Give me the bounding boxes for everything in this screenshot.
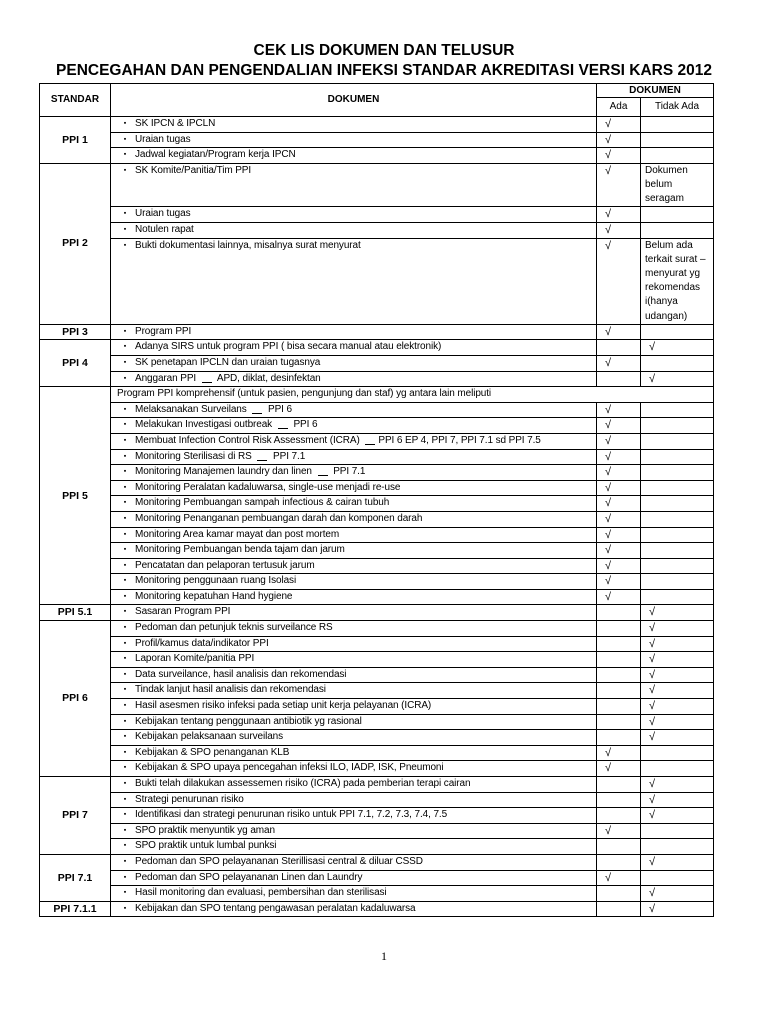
document-text: Monitoring Manajemen laundry dan linen xyxy=(135,466,315,478)
section-intro: Program PPI komprehensif (untuk pasien, pengunjung dan staf) yg antara lain meliputi xyxy=(111,387,714,403)
table-row xyxy=(40,355,714,371)
document-cell xyxy=(111,652,597,668)
document-cell xyxy=(111,222,597,238)
document-text: Notulen rapat xyxy=(135,223,194,235)
tidak-ada-check-cell xyxy=(641,402,714,418)
tidak-ada-check-cell xyxy=(641,207,714,223)
document-title: CEK LIS DOKUMEN DAN TELUSUR xyxy=(253,42,515,59)
bullet-icon: ▪ xyxy=(123,795,127,803)
document-text: Adanya SIRS untuk program PPI ( bisa secara manual atau elektronik) xyxy=(135,341,442,353)
standar-cell: PPI 5 xyxy=(40,387,111,605)
document-text: SK penetapan IPCLN dan uraian tugasnya xyxy=(135,356,321,368)
document-cell xyxy=(111,402,597,418)
ada-check-cell: √ xyxy=(597,574,641,590)
document-text: Jadwal kegiatan/Program kerja IPCN xyxy=(135,149,296,161)
table-row xyxy=(40,207,714,223)
table-row xyxy=(40,636,714,652)
bullet-icon: ▪ xyxy=(123,166,127,174)
document-text: Pedoman dan SPO pelayananan Sterillisasi central & diluar CSSD xyxy=(135,855,423,867)
document-cell xyxy=(111,699,597,715)
table-row xyxy=(40,496,714,512)
tidak-ada-check-cell: √ xyxy=(641,683,714,699)
tidak-ada-check-cell xyxy=(641,823,714,839)
ada-check-cell xyxy=(597,714,641,730)
table-row xyxy=(40,163,714,207)
bullet-icon: ▪ xyxy=(123,577,127,585)
document-text-reference: PPI 6 xyxy=(290,419,318,431)
document-text: Sasaran Program PPI xyxy=(135,606,231,618)
document-text: Monitoring kepatuhan Hand hygiene xyxy=(135,590,293,602)
table-row xyxy=(40,418,714,434)
document-cell xyxy=(111,543,597,559)
document-cell xyxy=(111,683,597,699)
bullet-icon: ▪ xyxy=(123,670,127,678)
tidak-ada-check-cell xyxy=(641,558,714,574)
table-row xyxy=(40,777,714,793)
standar-cell: PPI 1 xyxy=(40,117,111,164)
table-row xyxy=(40,222,714,238)
note-cell: Dokumen belum seragam xyxy=(641,163,714,207)
ada-check-cell xyxy=(597,683,641,699)
ada-check-cell: √ xyxy=(597,148,641,164)
table-row xyxy=(40,652,714,668)
ada-check-cell xyxy=(597,839,641,855)
document-cell xyxy=(111,854,597,870)
document-cell xyxy=(111,355,597,371)
document-text: Kebijakan & SPO upaya pencegahan infeksi ILO, IADP, ISK, Pneumoni xyxy=(135,762,444,774)
document-text: Monitoring Pembuangan sampah infectious & cairan tubuh xyxy=(135,497,390,509)
tidak-ada-check-cell: √ xyxy=(641,886,714,902)
ada-check-cell: √ xyxy=(597,589,641,605)
document-text: Strategi penurunan risiko xyxy=(135,793,244,805)
tidak-ada-check-cell: √ xyxy=(641,636,714,652)
arrow-icon xyxy=(257,457,267,461)
note-cell: Belum ada terkait surat – menyurat yg rekomendas i(hanya udangan) xyxy=(641,238,714,324)
ada-check-cell: √ xyxy=(597,823,641,839)
table-row xyxy=(40,839,714,855)
ada-check-cell: √ xyxy=(597,761,641,777)
document-text: Bukti dokumentasi lainnya, misalnya surat menyurat xyxy=(135,239,361,251)
document-text: Pedoman dan SPO pelayananan Linen dan Laundry xyxy=(135,871,363,883)
tidak-ada-check-cell xyxy=(641,132,714,148)
document-cell xyxy=(111,324,597,340)
table-row xyxy=(40,132,714,148)
table-row xyxy=(40,683,714,699)
ada-check-cell: √ xyxy=(597,324,641,340)
bullet-icon: ▪ xyxy=(123,592,127,600)
table-row xyxy=(40,699,714,715)
document-text: SK IPCN & IPCLN xyxy=(135,118,216,129)
ada-check-cell xyxy=(597,621,641,637)
document-cell xyxy=(111,621,597,637)
table-row xyxy=(40,574,714,590)
standar-cell: PPI 5.1 xyxy=(40,605,111,621)
header-dokumen: DOKUMEN xyxy=(111,84,597,117)
document-text: Melakukan Investigasi outbreak xyxy=(135,419,275,431)
table-row xyxy=(40,340,714,356)
document-text: Program PPI xyxy=(135,325,192,337)
standar-cell: PPI 7.1 xyxy=(40,854,111,901)
ada-check-cell: √ xyxy=(597,433,641,449)
document-cell xyxy=(111,792,597,808)
bullet-icon: ▪ xyxy=(123,826,127,834)
document-cell xyxy=(111,730,597,746)
table-row xyxy=(40,117,714,133)
table-row xyxy=(40,605,714,621)
ada-check-cell xyxy=(597,667,641,683)
ada-check-cell xyxy=(597,730,641,746)
ada-check-cell: √ xyxy=(597,449,641,465)
standar-cell: PPI 7 xyxy=(40,777,111,855)
document-text: Kebijakan pelaksanaan surveilans xyxy=(135,731,284,743)
ada-check-cell xyxy=(597,699,641,715)
ada-check-cell: √ xyxy=(597,402,641,418)
document-text-reference: PPI 7.1 xyxy=(270,450,306,462)
table-row xyxy=(40,714,714,730)
header-dokumen-group: DOKUMEN xyxy=(597,84,714,98)
document-text: SK Komite/Panitia/Tim PPI xyxy=(135,164,252,176)
document-text: Melaksanakan Surveilans xyxy=(135,403,250,415)
tidak-ada-check-cell: √ xyxy=(641,901,714,917)
document-text-reference: PPI 6 EP 4, PPI 7, PPI 7.1 sd PPI 7.5 xyxy=(378,434,541,446)
arrow-icon xyxy=(318,472,328,476)
document-cell xyxy=(111,636,597,652)
table-row xyxy=(40,387,714,403)
arrow-icon xyxy=(202,379,212,383)
document-cell xyxy=(111,558,597,574)
bullet-icon: ▪ xyxy=(123,857,127,865)
bullet-icon: ▪ xyxy=(123,748,127,756)
table-row xyxy=(40,901,714,917)
arrow-icon xyxy=(252,410,262,414)
table-row xyxy=(40,148,714,164)
document-cell xyxy=(111,714,597,730)
document-text: Tindak lanjut hasil analisis dan rekomendasi xyxy=(135,684,326,696)
header-standar: STANDAR xyxy=(40,84,111,117)
document-cell xyxy=(111,605,597,621)
bullet-icon: ▪ xyxy=(123,873,127,881)
bullet-icon: ▪ xyxy=(123,483,127,491)
table-row xyxy=(40,854,714,870)
table-row xyxy=(40,371,714,387)
bullet-icon: ▪ xyxy=(123,904,127,912)
tidak-ada-check-cell: √ xyxy=(641,371,714,387)
bullet-icon: ▪ xyxy=(123,405,127,413)
tidak-ada-check-cell xyxy=(641,355,714,371)
table-row xyxy=(40,402,714,418)
document-cell xyxy=(111,667,597,683)
ada-check-cell: √ xyxy=(597,222,641,238)
document-text: Membuat Infection Control Risk Assessment (ICRA) xyxy=(135,434,363,446)
arrow-icon xyxy=(365,441,375,445)
bullet-icon: ▪ xyxy=(123,210,127,218)
document-text: Pencatatan dan pelaporan tertusuk jarum xyxy=(135,559,315,571)
header-tidak-ada: Tidak Ada xyxy=(641,98,714,117)
table-row xyxy=(40,589,714,605)
tidak-ada-check-cell xyxy=(641,543,714,559)
bullet-icon: ▪ xyxy=(123,135,127,143)
bullet-icon: ▪ xyxy=(123,655,127,663)
document-cell xyxy=(111,886,597,902)
tidak-ada-check-cell: √ xyxy=(641,340,714,356)
tidak-ada-check-cell xyxy=(641,480,714,496)
ada-check-cell xyxy=(597,854,641,870)
standar-cell: PPI 2 xyxy=(40,163,111,324)
tidak-ada-check-cell xyxy=(641,418,714,434)
bullet-icon: ▪ xyxy=(123,421,127,429)
document-cell xyxy=(111,433,597,449)
ada-check-cell: √ xyxy=(597,480,641,496)
bullet-icon: ▪ xyxy=(123,889,127,897)
document-subtitle: PENCEGAHAN DAN PENGENDALIAN INFEKSI STANDAR AKREDITASI VERSI KARS 2012 xyxy=(56,62,712,79)
header-ada: Ada xyxy=(597,98,641,117)
document-cell xyxy=(111,449,597,465)
document-text: Kebijakan tentang penggunaan antibiotik yg rasional xyxy=(135,715,362,727)
document-text-reference: APD, diklat, desinfektan xyxy=(214,372,321,384)
table-row xyxy=(40,558,714,574)
tidak-ada-check-cell xyxy=(641,745,714,761)
table-row xyxy=(40,745,714,761)
document-cell xyxy=(111,132,597,148)
document-cell xyxy=(111,163,597,207)
document-text: Kebijakan & SPO penanganan KLB xyxy=(135,746,290,758)
standar-cell: PPI 6 xyxy=(40,621,111,777)
standar-cell: PPI 3 xyxy=(40,324,111,340)
ada-check-cell xyxy=(597,605,641,621)
tidak-ada-check-cell: √ xyxy=(641,730,714,746)
ada-check-cell: √ xyxy=(597,117,641,133)
bullet-icon: ▪ xyxy=(123,327,127,335)
bullet-icon: ▪ xyxy=(123,241,127,249)
tidak-ada-check-cell: √ xyxy=(641,667,714,683)
table-row xyxy=(40,621,714,637)
table-row xyxy=(40,823,714,839)
table-row xyxy=(40,792,714,808)
bullet-icon: ▪ xyxy=(123,358,127,366)
bullet-icon: ▪ xyxy=(123,546,127,554)
document-cell xyxy=(111,901,597,917)
ada-check-cell xyxy=(597,901,641,917)
tidak-ada-check-cell xyxy=(641,574,714,590)
tidak-ada-check-cell xyxy=(641,148,714,164)
table-row xyxy=(40,667,714,683)
document-cell xyxy=(111,148,597,164)
tidak-ada-check-cell xyxy=(641,465,714,481)
bullet-icon: ▪ xyxy=(123,639,127,647)
bullet-icon: ▪ xyxy=(123,811,127,819)
ada-check-cell: √ xyxy=(597,543,641,559)
document-cell xyxy=(111,465,597,481)
ada-check-cell xyxy=(597,792,641,808)
document-cell xyxy=(111,238,597,324)
bullet-icon: ▪ xyxy=(123,561,127,569)
tidak-ada-check-cell xyxy=(641,496,714,512)
table-row xyxy=(40,480,714,496)
tidak-ada-check-cell: √ xyxy=(641,777,714,793)
tidak-ada-check-cell xyxy=(641,324,714,340)
ada-check-cell: √ xyxy=(597,418,641,434)
document-cell xyxy=(111,870,597,886)
tidak-ada-check-cell xyxy=(641,527,714,543)
ada-check-cell xyxy=(597,340,641,356)
table-row xyxy=(40,449,714,465)
table-row xyxy=(40,808,714,824)
tidak-ada-check-cell xyxy=(641,870,714,886)
table-row xyxy=(40,543,714,559)
standar-cell: PPI 4 xyxy=(40,340,111,387)
document-text: Uraian tugas xyxy=(135,133,191,145)
document-cell xyxy=(111,418,597,434)
bullet-icon: ▪ xyxy=(123,686,127,694)
document-text-reference: PPI 6 xyxy=(265,403,292,415)
ada-check-cell: √ xyxy=(597,745,641,761)
bullet-icon: ▪ xyxy=(123,436,127,444)
ada-check-cell xyxy=(597,808,641,824)
tidak-ada-check-cell xyxy=(641,589,714,605)
tidak-ada-check-cell xyxy=(641,449,714,465)
document-cell xyxy=(111,823,597,839)
ada-check-cell: √ xyxy=(597,238,641,324)
ada-check-cell: √ xyxy=(597,511,641,527)
page-number: 1 xyxy=(381,949,387,963)
tidak-ada-check-cell: √ xyxy=(641,621,714,637)
bullet-icon: ▪ xyxy=(123,374,127,382)
tidak-ada-check-cell xyxy=(641,433,714,449)
document-text: SPO praktik menyuntik yg aman xyxy=(135,824,275,836)
document-text-reference: PPI 7.1 xyxy=(330,466,366,478)
document-cell xyxy=(111,745,597,761)
document-text: Monitoring Penanganan pembuangan darah dan komponen darah xyxy=(135,512,423,524)
document-cell xyxy=(111,480,597,496)
bullet-icon: ▪ xyxy=(123,764,127,772)
ada-check-cell xyxy=(597,636,641,652)
tidak-ada-check-cell: √ xyxy=(641,605,714,621)
ada-check-cell: √ xyxy=(597,355,641,371)
document-cell xyxy=(111,207,597,223)
table-row xyxy=(40,730,714,746)
tidak-ada-check-cell xyxy=(641,761,714,777)
tidak-ada-check-cell: √ xyxy=(641,854,714,870)
bullet-icon: ▪ xyxy=(123,468,127,476)
document-text: Monitoring Sterilisasi di RS xyxy=(135,450,255,462)
bullet-icon: ▪ xyxy=(123,225,127,233)
document-cell xyxy=(111,574,597,590)
table-row xyxy=(40,324,714,340)
table-row xyxy=(40,465,714,481)
tidak-ada-check-cell xyxy=(641,839,714,855)
document-cell xyxy=(111,761,597,777)
document-cell xyxy=(111,340,597,356)
bullet-icon: ▪ xyxy=(123,702,127,710)
ada-check-cell: √ xyxy=(597,558,641,574)
document-text: Profil/kamus data/indikator PPI xyxy=(135,637,269,649)
document-text: Monitoring Pembuangan benda tajam dan jarum xyxy=(135,544,345,556)
table-row xyxy=(40,527,714,543)
tidak-ada-check-cell: √ xyxy=(641,652,714,668)
checklist-table xyxy=(39,83,714,917)
document-cell xyxy=(111,777,597,793)
document-cell xyxy=(111,117,597,133)
document-cell xyxy=(111,808,597,824)
tidak-ada-check-cell: √ xyxy=(641,808,714,824)
document-text: Bukti telah dilakukan assessemen risiko (ICRA) pada pemberian terapi cairan xyxy=(135,778,471,790)
table-row xyxy=(40,761,714,777)
document-cell xyxy=(111,527,597,543)
document-text: Monitoring Area kamar mayat dan post mortem xyxy=(135,528,340,540)
table-row xyxy=(40,886,714,902)
ada-check-cell xyxy=(597,777,641,793)
document-text: Data surveilance, hasil analisis dan rekomendasi xyxy=(135,668,347,680)
checklist-body xyxy=(40,117,714,917)
ada-check-cell: √ xyxy=(597,163,641,207)
document-cell xyxy=(111,496,597,512)
bullet-icon: ▪ xyxy=(123,842,127,850)
document-text: Monitoring Peralatan kadaluwarsa, single-use menjadi re-use xyxy=(135,481,401,493)
tidak-ada-check-cell xyxy=(641,222,714,238)
ada-check-cell: √ xyxy=(597,527,641,543)
document-text: Hasil asesmen risiko infeksi pada setiap unit kerja pelayanan (ICRA) xyxy=(135,700,432,712)
ada-check-cell: √ xyxy=(597,496,641,512)
document-text: Identifikasi dan strategi penurunan risiko untuk PPI 7.1, 7.2, 7.3, 7.4, 7.5 xyxy=(135,809,448,821)
bullet-icon: ▪ xyxy=(123,717,127,725)
document-text: Laporan Komite/panitia PPI xyxy=(135,653,255,665)
arrow-icon xyxy=(278,425,288,429)
ada-check-cell: √ xyxy=(597,132,641,148)
ada-check-cell: √ xyxy=(597,465,641,481)
bullet-icon: ▪ xyxy=(123,608,127,616)
document-text: Uraian tugas xyxy=(135,208,191,220)
document-text: Hasil monitoring dan evaluasi, pembersihan dan sterilisasi xyxy=(135,887,387,899)
bullet-icon: ▪ xyxy=(123,733,127,741)
bullet-icon: ▪ xyxy=(123,120,127,127)
ada-check-cell xyxy=(597,371,641,387)
ada-check-cell: √ xyxy=(597,870,641,886)
tidak-ada-check-cell xyxy=(641,117,714,133)
bullet-icon: ▪ xyxy=(123,499,127,507)
table-row xyxy=(40,511,714,527)
tidak-ada-check-cell: √ xyxy=(641,699,714,715)
table-row xyxy=(40,433,714,449)
ada-check-cell xyxy=(597,652,641,668)
bullet-icon: ▪ xyxy=(123,514,127,522)
document-cell xyxy=(111,839,597,855)
document-text: Anggaran PPI xyxy=(135,372,199,384)
bullet-icon: ▪ xyxy=(123,780,127,788)
standar-cell: PPI 7.1.1 xyxy=(40,901,111,917)
bullet-icon: ▪ xyxy=(123,151,127,159)
ada-check-cell: √ xyxy=(597,207,641,223)
document-text: Pedoman dan petunjuk teknis surveilance RS xyxy=(135,622,333,634)
bullet-icon: ▪ xyxy=(123,452,127,460)
bullet-icon: ▪ xyxy=(123,624,127,632)
tidak-ada-check-cell xyxy=(641,511,714,527)
document-text: SPO praktik untuk lumbal punksi xyxy=(135,840,277,852)
document-text: Monitoring penggunaan ruang Isolasi xyxy=(135,575,297,587)
ada-check-cell xyxy=(597,886,641,902)
bullet-icon: ▪ xyxy=(123,343,127,351)
bullet-icon: ▪ xyxy=(123,530,127,538)
table-row xyxy=(40,238,714,324)
table-row xyxy=(40,870,714,886)
document-cell xyxy=(111,511,597,527)
tidak-ada-check-cell: √ xyxy=(641,792,714,808)
tidak-ada-check-cell: √ xyxy=(641,714,714,730)
document-text: Kebijakan dan SPO tentang pengawasan peralatan kadaluwarsa xyxy=(135,902,416,914)
document-cell xyxy=(111,371,597,387)
document-cell xyxy=(111,589,597,605)
